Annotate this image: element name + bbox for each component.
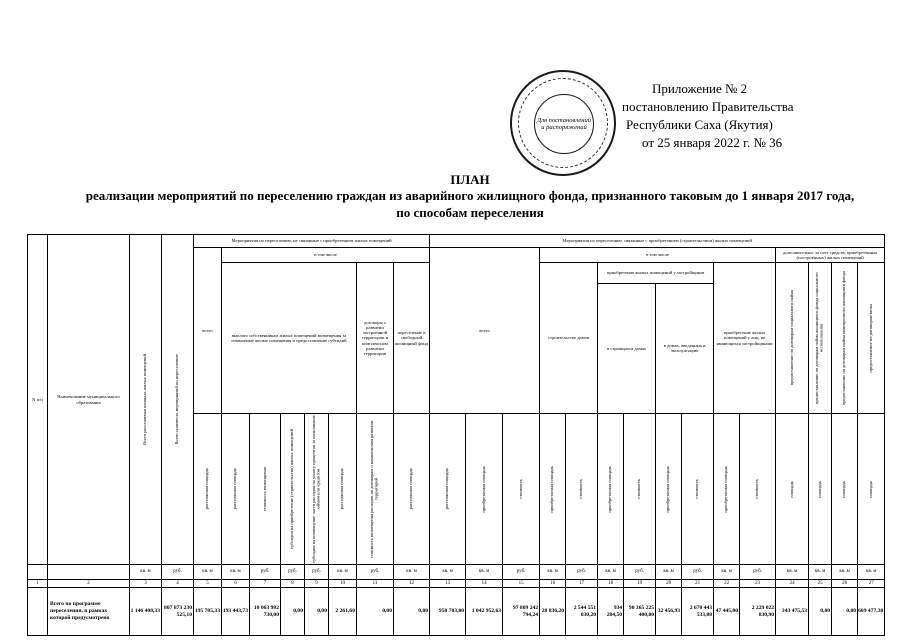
column-number: 3 [130, 580, 162, 588]
total-cell-c6: 193 443,73 [222, 588, 250, 636]
column-number: 2 [48, 580, 130, 588]
heading-plan: ПЛАН [450, 172, 490, 187]
header-total-cost [162, 235, 194, 565]
header-from-non-developers: приобретение жилых помещений у лиц, не являющихся застройщиками [714, 263, 776, 414]
header-total-2: всего [430, 248, 540, 414]
total-cell-c23: 2 229 022 830,90 [740, 588, 776, 636]
column-number: 24 [776, 580, 809, 588]
column-number: 7 [250, 580, 281, 588]
unit-cell: кв. м [430, 565, 466, 580]
sub-area-5-text: расселяемая площадь [204, 468, 210, 510]
total-cell-c8: 0,00 [281, 588, 305, 636]
unit-cell: руб. [682, 565, 714, 580]
sub-subsidy-9-text: субсидия на возмещение части расходов на уплату процентов за пользование займом или кредитом [310, 415, 321, 563]
header-row-number: N п/п [28, 235, 48, 565]
plan-table [27, 234, 885, 636]
sub-area-18 [598, 414, 624, 565]
total-cell-c16: 28 836,20 [540, 588, 566, 636]
column-number: 5 [194, 580, 222, 588]
sub-cost-21-text: стоимость [694, 479, 700, 499]
unit-cell: руб. [566, 565, 598, 580]
column-number: 11 [357, 580, 394, 588]
total-cell-c15: 97 809 242 794,24 [503, 588, 540, 636]
unit-cell: кв. м [598, 565, 624, 580]
total-cell-c17: 2 544 551 030,20 [566, 588, 598, 636]
total-cell-c18: 934 284,50 [598, 588, 624, 636]
sub-area-25 [809, 414, 832, 565]
sub-comp-7-text: стоимость возмещения [261, 466, 267, 512]
header-from-developers: приобретение жилых помещений у застройщиков [598, 263, 714, 284]
unit-cell: кв. м [776, 565, 809, 580]
document-heading [60, 172, 880, 221]
unit-cell: кв. м [222, 565, 250, 580]
unit-cell: руб. [503, 565, 540, 580]
header-social-lease-text: предоставление по договорам социального найма [788, 290, 794, 386]
sub-area-22-text: приобретаемая площадь [723, 465, 729, 513]
header-construction: строительство домов [540, 263, 598, 414]
unit-cell: кв. м [466, 565, 503, 580]
unit-cell: кв. м [656, 565, 682, 580]
sub-subsidy-8-text: субсидия на приобретение (строительство) жилых помещений [289, 429, 295, 549]
appendix-title: Приложение № 2 [652, 81, 748, 96]
column-number: 9 [305, 580, 329, 588]
sub-cost-15-text: стоимость [517, 479, 523, 499]
total-cell-c5: 195 705,33 [194, 588, 222, 636]
header-total-area [130, 235, 162, 565]
header-social-lease [776, 263, 809, 414]
sub-area-24-text: площадь [788, 480, 794, 498]
header-commissioned: в домах, введенных в эксплуатацию [656, 283, 714, 413]
header-group-purchase: Мероприятия по переселению, связанные с приобретением (строительством) жилых помещений [430, 235, 885, 248]
header-municipality: Наименование муниципального образования [48, 235, 130, 565]
sub-cost-21 [682, 414, 714, 565]
header-total-1: всего [194, 248, 222, 414]
sub-area-10 [329, 414, 357, 565]
header-maneuver-lease [832, 263, 858, 414]
unit-cell: кв. м [194, 565, 222, 580]
total-cell-c9: 0,00 [305, 588, 329, 636]
header-total-cost-text: Всего стоимость мероприятий по переселению [174, 354, 180, 445]
unit-cell: кв. м [809, 565, 832, 580]
unit-cell: кв. м [394, 565, 430, 580]
sub-subsidy-8 [281, 414, 305, 565]
sub-area-20 [656, 414, 682, 565]
sub-area-12-text: расселяемая площадь [408, 468, 414, 510]
column-number: 20 [656, 580, 682, 588]
column-number: 21 [682, 580, 714, 588]
appendix-line-4: от 25 января 2022 г. № 36 [642, 134, 783, 150]
header-development: договоры о развитии застроенной территории и комплексном развитии территории [357, 263, 394, 414]
sub-cost-19 [624, 414, 656, 565]
appendix-block [600, 80, 840, 152]
unit-cell: руб. [250, 565, 281, 580]
header-under-construction: в строящихся домах [598, 283, 656, 413]
sub-area-16-text: приобретаемая площадь [549, 465, 555, 513]
seal-center-text: Для постановлений и распоряжений [537, 116, 591, 131]
column-number: 19 [624, 580, 656, 588]
column-number: 26 [832, 580, 858, 588]
appendix-line-3: Республики Саха (Якутия) [626, 116, 773, 132]
plan-table-wrapper [27, 234, 885, 636]
column-number: 27 [858, 580, 885, 588]
heading-method: по способам переселения [396, 204, 544, 220]
column-number: 17 [566, 580, 598, 588]
unit-cell: руб. [740, 565, 776, 580]
sub-area-26 [832, 414, 858, 565]
sub-area-22 [714, 414, 740, 565]
sub-area-16 [540, 414, 566, 565]
header-exchange-text: предоставление по договорам мены [867, 303, 873, 373]
total-cell-c12: 0,00 [394, 588, 430, 636]
column-number: 14 [466, 580, 503, 588]
sub-area-13 [430, 414, 466, 565]
sub-area-12 [394, 414, 430, 565]
sub-area-13-text: расселяемая площадь [444, 468, 450, 510]
unit-cell: руб. [162, 565, 194, 580]
sub-cost-19-text: стоимость [636, 479, 642, 499]
unit-cell: кв. м [540, 565, 566, 580]
sub-area-27-text: площадь [867, 480, 873, 498]
header-group-not-purchase: Мероприятия по переселению, не связанные с приобретением жилых помещений [194, 235, 430, 248]
header-payment: выплата собственникам жилых помещений возмещения за изымаемые жилые помещения и предоставление субсидий [222, 263, 357, 414]
sub-area-14-text: приобретаемая площадь [480, 465, 486, 513]
sub-cost-23 [740, 414, 776, 565]
sub-area-24 [776, 414, 809, 565]
sub-cost-17 [566, 414, 598, 565]
sub-area-6-text: расселяемая площадь [232, 468, 238, 510]
column-number: 23 [740, 580, 776, 588]
column-number: 22 [714, 580, 740, 588]
sub-subsidy-9 [305, 414, 329, 565]
total-cell-c13: 950 703,00 [430, 588, 466, 636]
total-cell-c27: 609 477,30 [858, 588, 885, 636]
unit-cell: руб. [357, 565, 394, 580]
total-cell-c24: 343 475,53 [776, 588, 809, 636]
header-additional: дополнительно: за счет средств, приобретенных (построенных) жилых помещений [776, 248, 885, 263]
header-free-fund: переселение в свободный жилищный фонд [394, 263, 430, 414]
sub-area-20-text: приобретаемая площадь [665, 465, 671, 513]
sub-cost-23-text: стоимость [754, 479, 760, 499]
heading-subject: реализации мероприятий по переселению граждан из аварийного жилищного фонда, признанного таковым до 1 января 2017 года, [85, 188, 855, 204]
unit-cell: кв. м [858, 565, 885, 580]
total-cell-c14: 1 042 952,63 [466, 588, 503, 636]
total-cell-c26: 0,00 [832, 588, 858, 636]
header-maneuver-lease-text: предоставление по договорам найма маневренного жилищного фонда [841, 270, 847, 406]
seal-center [534, 94, 594, 154]
sub-area-10-text: расселяемая площадь [339, 468, 345, 510]
sub-area-14 [466, 414, 503, 565]
total-cell-c7: 10 063 982 730,00 [250, 588, 281, 636]
sub-area-25-text: площадь [816, 480, 822, 498]
column-number: 8 [281, 580, 305, 588]
total-cell-c19: 90 365 225 400,00 [624, 588, 656, 636]
unit-cell: кв. м [329, 565, 357, 580]
total-row-label: Всего по программе переселения, в рамках которой предусмотрено [48, 588, 130, 636]
sub-area-5 [194, 414, 222, 565]
sub-cost-11-text: стоимость возмещения расходов по договорам о комплексном развитии территорий [369, 420, 379, 558]
unit-blank-2 [48, 565, 130, 580]
header-social-use-lease-text: предоставление по договорам найма жилищного фонда социального использования [814, 272, 825, 404]
unit-cell: руб. [305, 565, 329, 580]
total-cell-c11: 0,00 [357, 588, 394, 636]
header-total-area-text: Всего расселяемая площадь жилых помещений [142, 354, 148, 445]
total-cell-c21: 2 670 443 533,08 [682, 588, 714, 636]
column-number: 13 [430, 580, 466, 588]
sub-cost-15 [503, 414, 540, 565]
unit-cell: кв. м [130, 565, 162, 580]
sub-cost-17-text: стоимость [578, 479, 584, 499]
appendix-line-2: постановлению Правительства [622, 98, 794, 114]
total-cell-c10: 2 261,60 [329, 588, 357, 636]
unit-cell: руб. [281, 565, 305, 580]
sub-comp-7 [250, 414, 281, 565]
column-number: 10 [329, 580, 357, 588]
column-number: 4 [162, 580, 194, 588]
column-number: 15 [503, 580, 540, 588]
total-cell-c25: 0,00 [809, 588, 832, 636]
total-cell-c20: 32 456,93 [656, 588, 682, 636]
header-including-1: в том числе [222, 248, 430, 263]
sub-area-26-text: площадь [841, 480, 847, 498]
total-cell-c22: 47 445,00 [714, 588, 740, 636]
column-number: 25 [809, 580, 832, 588]
sub-cost-11 [357, 414, 394, 565]
unit-cell: руб. [624, 565, 656, 580]
header-exchange [858, 263, 885, 414]
header-social-use-lease [809, 263, 832, 414]
column-number: 12 [394, 580, 430, 588]
sub-area-6 [222, 414, 250, 565]
total-cell-c4: 807 873 230 525,10 [162, 588, 194, 636]
total-cell-c3: 1 146 408,33 [130, 588, 162, 636]
column-number: 16 [540, 580, 566, 588]
unit-blank-1 [28, 565, 48, 580]
sub-area-27 [858, 414, 885, 565]
column-number: 18 [598, 580, 624, 588]
sub-area-18-text: приобретаемая площадь [607, 465, 613, 513]
total-row-number [28, 588, 48, 636]
header-including-2: в том числе [540, 248, 776, 263]
unit-cell: кв. м [714, 565, 740, 580]
column-number: 6 [222, 580, 250, 588]
column-number: 1 [28, 580, 48, 588]
unit-cell: кв. м [832, 565, 858, 580]
